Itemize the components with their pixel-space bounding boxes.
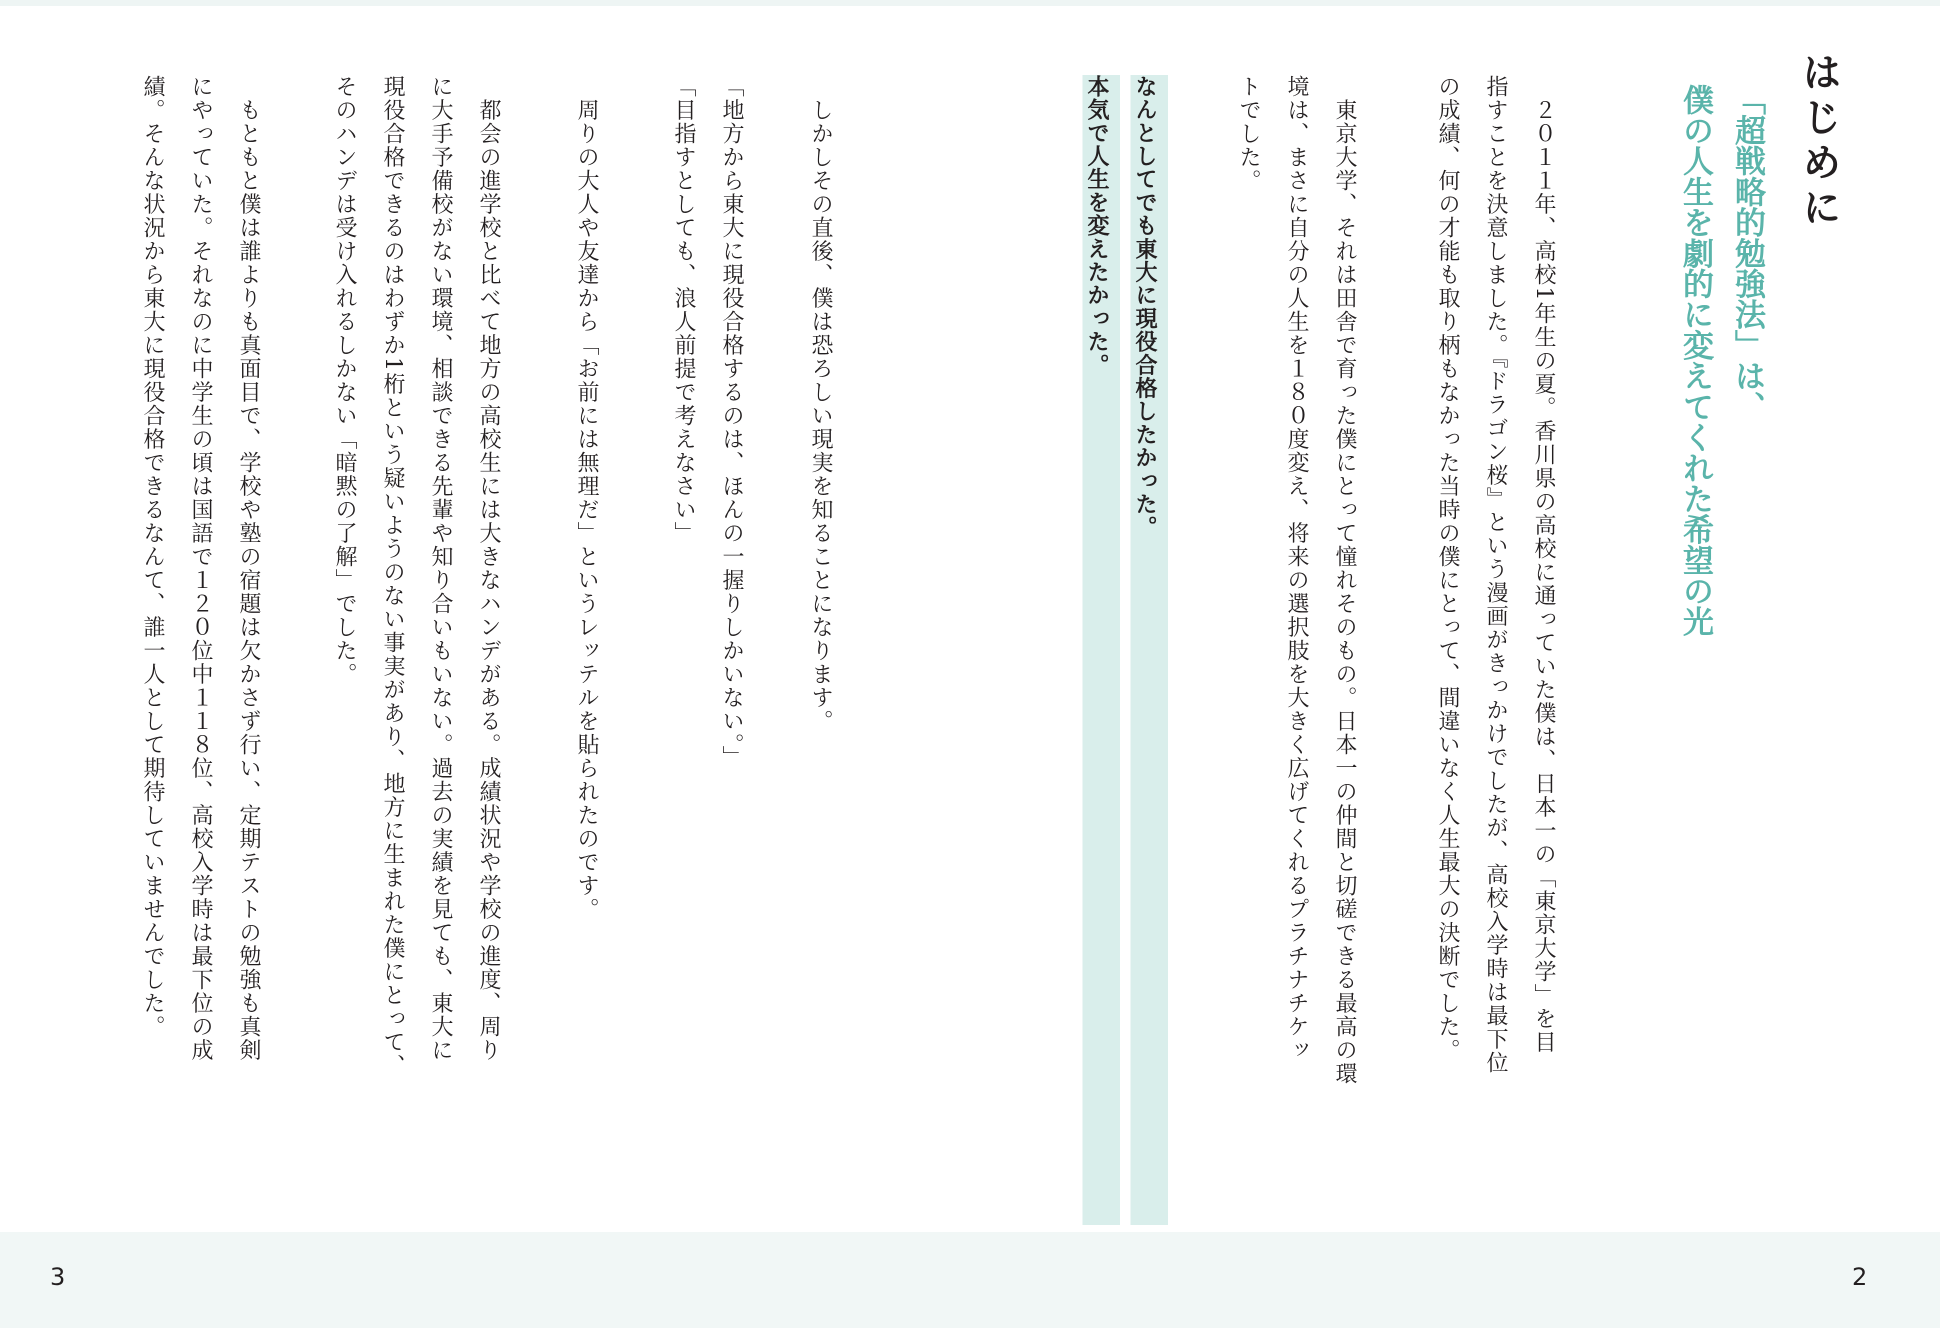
paragraph-line: 指すことを決意しました。『ドラゴン桜』という漫画がきっかけでしたが、高校入学時は最下位	[1483, 75, 1508, 1075]
paragraph-line: ２０１１年、高校1年生の夏。香川県の高校に通っていた僕は、日本一の「東京大学」を目	[1531, 75, 1556, 1054]
paragraph-line: そのハンデは受け入れるしかない「暗黙の了解」でした。	[332, 75, 357, 686]
paragraph-line: 現役合格できるのはわずか1桁という疑いようのない事実があり、地方に生まれた僕にとって、	[380, 75, 405, 1078]
page-number-right: 2	[1852, 1263, 1868, 1291]
paragraph-line: にやっていた。それなのに中学生の頃は国語で１２０位中１１８位、高校入学時は最下位の成	[188, 75, 213, 1062]
paragraph-line: もともと僕は誰よりも真面目で、学校や塾の宿題は欠かさず行い、定期テストの勉強も真剣	[236, 75, 261, 1062]
paragraph-line: の成績、何の才能も取り柄もなかった当時の僕にとって、間違いなく人生最大の決断でした。	[1435, 75, 1460, 1062]
paragraph-line: しかしその直後、僕は恐ろしい現実を知ることになります。	[808, 75, 833, 733]
paragraph-line: トでした。	[1236, 75, 1261, 193]
subtitle-line: 「超戦略的勉強法」は、	[1729, 84, 1765, 422]
page-number-left: 3	[50, 1263, 66, 1291]
chapter-subtitle	[1623, 84, 1773, 724]
highlight-line: 本気で人生を変えたかった。	[1072, 75, 1120, 1225]
paragraph-line: 績。そんな状況から東大に現役合格できるなんて、誰一人として期待していませんでした。	[140, 75, 165, 1039]
quote-line: 「目指すとしても、浪人前提で考えなさい」	[671, 75, 696, 545]
subtitle-line: 僕の人生を劇的に変えてくれた希望の光	[1677, 84, 1713, 637]
quote-line: 「地方から東大に現役合格するのは、ほんの一握りしかいない。」	[719, 75, 744, 769]
paragraph-line: 周りの大人や友達から「お前には無理だ」というレッテルを貼られたのです。	[574, 75, 599, 921]
chapter-heading: はじめに	[1796, 52, 1841, 232]
paragraph-line: 境は、まさに自分の人生を１８０度変え、将来の選択肢を大きく広げてくれるプラチナチケッ	[1284, 75, 1309, 1062]
paragraph-line: 都会の進学校と比べて地方の高校生には大きなハンデがある。成績状況や学校の進度、周り	[476, 75, 501, 1062]
paragraph-line: に大手予備校がない環境、相談できる先輩や知り合いもいない。過去の実績を見ても、東大に	[428, 75, 453, 1062]
paragraph-line: 東京大学、それは田舎で育った僕にとって憧れそのもの。日本一の仲間と切磋できる最高の環	[1332, 75, 1357, 1086]
footer-band	[0, 1232, 1940, 1328]
highlight-line: なんとしてでも東大に現役合格したかった。	[1120, 75, 1168, 1225]
